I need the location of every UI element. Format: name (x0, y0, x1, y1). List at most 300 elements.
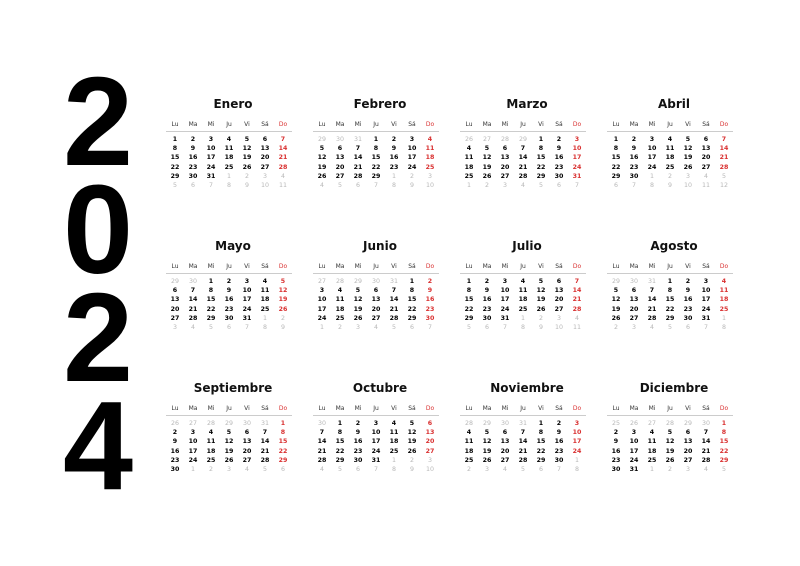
day-cell-adjacent-month: 3 (226, 465, 231, 473)
days-grid (166, 277, 300, 332)
weekday-header: Lu (171, 405, 179, 412)
days-grid (460, 277, 594, 332)
day-cell: 18 (425, 154, 435, 162)
day-cell: 10 (572, 429, 582, 437)
day-cell: 6 (337, 145, 343, 153)
day-cell: 18 (518, 296, 528, 304)
day-cell: 9 (613, 438, 619, 446)
day-cell: 3 (631, 429, 637, 437)
day-cell-adjacent-month: 26 (629, 420, 638, 427)
weekday-header: Vi (685, 121, 691, 128)
day-cell: 8 (373, 145, 379, 153)
day-cell: 20 (500, 163, 510, 171)
day-cell-adjacent-month: 4 (280, 172, 285, 180)
day-cell: 24 (206, 163, 216, 171)
day-cell: 15 (665, 296, 675, 304)
day-cell: 24 (647, 163, 657, 171)
day-cell: 22 (611, 163, 621, 171)
day-cell: 8 (613, 145, 619, 153)
day-cell: 4 (466, 429, 472, 437)
day-cell: 31 (629, 465, 639, 473)
weekday-header: Ju (226, 405, 232, 412)
day-cell: 1 (538, 420, 544, 427)
day-cell-adjacent-month: 3 (427, 456, 432, 464)
day-cell: 12 (353, 296, 363, 304)
day-cell: 20 (170, 305, 180, 313)
day-cell: 14 (518, 438, 528, 446)
day-cell-adjacent-month: 2 (280, 314, 285, 322)
day-cell: 22 (371, 163, 381, 171)
day-cell-adjacent-month: 10 (260, 181, 269, 189)
day-cell: 8 (538, 145, 544, 153)
header-divider (313, 415, 439, 416)
day-cell: 13 (170, 296, 180, 304)
day-cell: 2 (355, 420, 361, 427)
weekday-header: Sá (261, 405, 269, 412)
day-cell: 3 (244, 278, 250, 285)
day-cell-adjacent-month: 11 (701, 181, 710, 189)
day-cell: 1 (280, 420, 286, 427)
month-name: Enero (213, 97, 253, 111)
day-cell: 9 (190, 145, 196, 153)
weekday-header: Ju (667, 405, 673, 412)
day-cell: 8 (280, 429, 286, 437)
day-cell-adjacent-month: 12 (719, 181, 728, 189)
day-cell-adjacent-month: 3 (355, 323, 360, 331)
weekday-header: Ma (629, 263, 639, 270)
day-cell: 17 (242, 296, 252, 304)
day-cell-adjacent-month: 1 (520, 314, 525, 322)
day-cell: 7 (649, 287, 655, 295)
day-cell: 12 (536, 287, 546, 295)
header-divider (460, 415, 586, 416)
day-cell-adjacent-month: 3 (484, 465, 489, 473)
weekday-header: Sá (408, 121, 416, 128)
weekday-header: Ma (335, 121, 345, 128)
day-cell: 14 (188, 296, 198, 304)
weekday-header: Sá (261, 121, 269, 128)
day-cell: 23 (188, 163, 198, 171)
day-cell: 7 (520, 145, 526, 153)
weekday-header: Mi (501, 121, 509, 128)
month-block (313, 92, 447, 234)
day-cell: 13 (260, 145, 270, 153)
day-cell: 1 (208, 278, 214, 285)
day-cell-adjacent-month: 8 (520, 323, 525, 331)
weekday-header: Do (278, 405, 288, 412)
day-cell: 12 (242, 145, 252, 153)
day-cell: 6 (502, 429, 508, 437)
day-cell: 6 (373, 287, 379, 295)
weekday-header-row (166, 120, 300, 130)
day-cell-adjacent-month: 7 (427, 323, 432, 331)
day-cell: 11 (224, 145, 234, 153)
day-cell: 15 (335, 438, 345, 446)
day-cell: 28 (389, 314, 399, 322)
day-cell: 29 (170, 172, 180, 180)
day-cell: 2 (190, 136, 196, 143)
day-cell: 23 (683, 305, 693, 313)
day-cell-adjacent-month: 4 (703, 465, 708, 473)
day-cell: 26 (317, 172, 327, 180)
day-cell: 28 (317, 456, 327, 464)
day-cell: 6 (262, 136, 268, 143)
day-cell: 16 (389, 154, 399, 162)
day-cell: 13 (701, 145, 711, 153)
day-cell: 28 (188, 314, 198, 322)
day-cell: 21 (518, 447, 528, 455)
month-name: Junio (363, 239, 397, 253)
day-cell-adjacent-month: 30 (500, 420, 509, 427)
day-cell: 27 (425, 447, 435, 455)
month-name: Noviembre (490, 381, 564, 395)
day-cell: 21 (701, 447, 711, 455)
weekday-header: Mi (207, 263, 215, 270)
day-cell: 8 (667, 287, 673, 295)
year-digit: 4 (62, 375, 134, 516)
day-cell: 15 (611, 154, 621, 162)
weekday-header: Do (425, 263, 435, 270)
day-cell-adjacent-month: 9 (409, 181, 414, 189)
day-cell: 5 (409, 420, 415, 427)
day-cell: 27 (500, 456, 510, 464)
day-cell: 4 (520, 278, 526, 285)
day-cell-adjacent-month: 2 (337, 323, 342, 331)
day-cell: 29 (536, 456, 546, 464)
month-block (607, 376, 741, 518)
weekday-header: Ju (520, 263, 526, 270)
day-cell: 30 (554, 172, 564, 180)
weekday-header: Mi (354, 263, 362, 270)
month-name: Marzo (506, 97, 548, 111)
day-cell: 24 (188, 456, 198, 464)
day-cell-adjacent-month: 1 (391, 456, 396, 464)
weekday-header: Vi (244, 405, 250, 412)
day-cell-adjacent-month: 2 (244, 172, 249, 180)
day-cell-adjacent-month: 7 (556, 465, 561, 473)
day-cell: 14 (647, 296, 657, 304)
weekday-header-row (460, 120, 594, 130)
day-cell-adjacent-month: 29 (317, 136, 326, 143)
day-cell: 1 (721, 420, 727, 427)
weekday-header: Vi (685, 263, 691, 270)
day-cell: 11 (260, 287, 270, 295)
day-cell: 7 (520, 429, 526, 437)
day-cell-adjacent-month: 8 (721, 323, 726, 331)
day-cell: 30 (683, 314, 693, 322)
day-cell: 13 (371, 296, 381, 304)
day-cell: 12 (611, 296, 621, 304)
weekday-header: Vi (685, 405, 691, 412)
day-cell-adjacent-month: 10 (425, 465, 434, 473)
weekday-header: Ma (482, 405, 492, 412)
day-cell: 11 (464, 154, 474, 162)
day-cell: 21 (353, 163, 363, 171)
day-cell: 26 (224, 456, 234, 464)
month-name: Agosto (650, 239, 698, 253)
day-cell: 18 (719, 296, 729, 304)
day-cell: 10 (629, 438, 639, 446)
day-cell: 21 (260, 447, 270, 455)
day-cell-adjacent-month: 7 (703, 323, 708, 331)
month-name: Julio (512, 239, 542, 253)
header-divider (607, 415, 733, 416)
day-cell-adjacent-month: 30 (629, 278, 638, 285)
day-cell: 17 (407, 154, 417, 162)
day-cell: 27 (170, 314, 180, 322)
day-cell: 30 (353, 456, 363, 464)
day-cell-adjacent-month: 29 (170, 278, 179, 285)
day-cell: 17 (500, 296, 510, 304)
day-cell: 26 (665, 456, 675, 464)
weekday-header: Mi (207, 405, 215, 412)
day-cell: 23 (170, 456, 180, 464)
day-cell-adjacent-month: 9 (667, 181, 672, 189)
day-cell: 23 (353, 447, 363, 455)
weekday-header: Mi (648, 263, 656, 270)
day-cell-adjacent-month: 29 (683, 420, 692, 427)
day-cell: 27 (371, 314, 381, 322)
day-cell: 4 (667, 136, 673, 143)
header-divider (460, 131, 586, 132)
days-grid (607, 419, 741, 474)
day-cell: 15 (407, 296, 417, 304)
day-cell: 2 (391, 136, 397, 143)
day-cell: 21 (389, 305, 399, 313)
day-cell-adjacent-month: 5 (337, 465, 342, 473)
day-cell: 5 (355, 287, 361, 295)
year-number (58, 51, 138, 516)
day-cell: 10 (242, 287, 252, 295)
day-cell-adjacent-month: 26 (170, 420, 179, 427)
day-cell: 24 (317, 314, 327, 322)
day-cell: 29 (536, 172, 546, 180)
day-cell-adjacent-month: 27 (482, 136, 491, 143)
day-cell: 13 (500, 154, 510, 162)
day-cell: 9 (685, 287, 691, 295)
day-cell: 6 (685, 429, 691, 437)
day-cell: 16 (629, 154, 639, 162)
day-cell: 5 (484, 145, 490, 153)
weekday-header: Mi (354, 121, 362, 128)
day-cell: 11 (389, 429, 399, 437)
weekday-header: Vi (538, 405, 544, 412)
day-cell-adjacent-month: 10 (425, 181, 434, 189)
weekday-header: Do (425, 121, 435, 128)
day-cell: 22 (536, 163, 546, 171)
day-cell: 10 (500, 287, 510, 295)
day-cell: 4 (649, 429, 655, 437)
day-cell-adjacent-month: 2 (409, 456, 414, 464)
month-name: Septiembre (193, 381, 273, 395)
day-cell-adjacent-month: 7 (373, 181, 378, 189)
day-cell: 25 (425, 163, 435, 171)
day-cell-adjacent-month: 29 (482, 420, 491, 427)
day-cell: 13 (683, 438, 693, 446)
day-cell-adjacent-month: 6 (685, 323, 690, 331)
weekday-header: Ju (373, 263, 379, 270)
day-cell: 8 (208, 287, 214, 295)
weekday-header-row (313, 404, 447, 414)
day-cell: 15 (536, 438, 546, 446)
day-cell: 22 (170, 163, 180, 171)
day-cell: 8 (409, 287, 415, 295)
day-cell: 28 (518, 172, 528, 180)
weekday-header: Ju (667, 263, 673, 270)
day-cell: 22 (665, 305, 675, 313)
weekday-header: Do (278, 263, 288, 270)
day-cell: 11 (665, 145, 675, 153)
day-cell: 17 (647, 154, 657, 162)
day-cell-adjacent-month: 9 (409, 465, 414, 473)
day-cell: 8 (466, 287, 472, 295)
day-cell: 2 (172, 429, 178, 437)
day-cell-adjacent-month: 25 (611, 420, 620, 427)
day-cell: 18 (224, 154, 234, 162)
weekday-header: Lu (465, 405, 473, 412)
weekday-header-row (460, 262, 594, 272)
weekday-header: Do (719, 405, 729, 412)
day-cell: 31 (242, 314, 252, 322)
day-cell: 18 (260, 296, 270, 304)
day-cell: 30 (188, 172, 198, 180)
day-cell-adjacent-month: 8 (649, 181, 654, 189)
day-cell-adjacent-month: 1 (262, 314, 267, 322)
day-cell: 11 (719, 287, 729, 295)
day-cell: 6 (703, 136, 709, 143)
day-cell: 27 (260, 163, 270, 171)
day-cell: 31 (572, 172, 582, 180)
day-cell: 9 (427, 287, 433, 295)
weekday-header: Ma (335, 263, 345, 270)
day-cell-adjacent-month: 4 (520, 181, 525, 189)
day-cell: 21 (572, 296, 582, 304)
day-cell: 30 (554, 456, 564, 464)
day-cell: 28 (353, 172, 363, 180)
day-cell: 31 (371, 456, 381, 464)
days-grid (460, 135, 594, 190)
day-cell: 20 (701, 154, 711, 162)
day-cell: 31 (206, 172, 216, 180)
day-cell: 9 (556, 145, 562, 153)
day-cell: 7 (703, 429, 709, 437)
day-cell-adjacent-month: 2 (538, 314, 543, 322)
day-cell: 5 (319, 145, 325, 153)
weekday-header: Lu (612, 263, 620, 270)
day-cell-adjacent-month: 30 (317, 420, 326, 427)
day-cell: 29 (407, 314, 417, 322)
day-cell: 13 (629, 296, 639, 304)
day-cell-adjacent-month: 30 (242, 420, 251, 427)
day-cell-adjacent-month: 4 (502, 465, 507, 473)
day-cell-adjacent-month: 5 (667, 323, 672, 331)
day-cell-adjacent-month: 2 (208, 465, 213, 473)
day-cell: 17 (371, 438, 381, 446)
day-cell: 9 (355, 429, 361, 437)
day-cell: 16 (554, 438, 564, 446)
day-cell-adjacent-month: 27 (188, 420, 197, 427)
day-cell: 10 (188, 438, 198, 446)
day-cell-adjacent-month: 4 (574, 314, 579, 322)
day-cell: 24 (500, 305, 510, 313)
day-cell: 7 (262, 429, 268, 437)
day-cell-adjacent-month: 6 (409, 323, 414, 331)
day-cell: 18 (335, 305, 345, 313)
day-cell: 29 (665, 314, 675, 322)
day-cell: 25 (464, 456, 474, 464)
month-name: Octubre (352, 381, 408, 395)
day-cell: 27 (629, 314, 639, 322)
weekday-header: Lu (171, 263, 179, 270)
day-cell: 17 (572, 438, 582, 446)
header-divider (313, 131, 439, 132)
day-cell: 16 (683, 296, 693, 304)
day-cell: 30 (611, 465, 621, 473)
day-cell-adjacent-month: 31 (260, 420, 269, 427)
weekday-header: Vi (391, 121, 397, 128)
day-cell: 2 (631, 136, 637, 143)
day-cell-adjacent-month: 5 (721, 465, 726, 473)
day-cell: 20 (242, 447, 252, 455)
day-cell: 19 (353, 305, 363, 313)
day-cell: 16 (611, 447, 621, 455)
day-cell: 5 (484, 429, 490, 437)
day-cell-adjacent-month: 7 (502, 323, 507, 331)
day-cell-adjacent-month: 28 (206, 420, 215, 427)
day-cell: 20 (260, 154, 270, 162)
day-cell: 23 (224, 305, 234, 313)
weekday-header: Lu (171, 121, 179, 128)
day-cell: 13 (242, 438, 252, 446)
day-cell-adjacent-month: 28 (665, 420, 674, 427)
day-cell: 28 (647, 314, 657, 322)
day-cell-adjacent-month: 28 (335, 278, 344, 285)
day-cell-adjacent-month: 31 (518, 420, 527, 427)
month-name: Diciembre (639, 381, 709, 395)
month-block (166, 376, 300, 518)
day-cell-adjacent-month: 27 (317, 278, 326, 285)
day-cell-adjacent-month: 4 (319, 181, 324, 189)
day-cell: 22 (206, 305, 216, 313)
day-cell-adjacent-month: 5 (721, 172, 726, 180)
day-cell: 11 (425, 145, 435, 153)
month-block (166, 234, 300, 376)
day-cell: 14 (572, 287, 582, 295)
day-cell-adjacent-month: 1 (649, 172, 654, 180)
day-cell-adjacent-month: 26 (464, 136, 473, 143)
day-cell: 25 (518, 305, 528, 313)
day-cell: 18 (206, 447, 216, 455)
day-cell: 3 (574, 420, 580, 427)
day-cell: 2 (613, 429, 619, 437)
day-cell: 10 (317, 296, 327, 304)
day-cell: 25 (260, 305, 270, 313)
day-cell-adjacent-month: 4 (319, 465, 324, 473)
day-cell: 12 (407, 429, 417, 437)
days-grid (460, 419, 594, 474)
weekday-header: Ma (188, 263, 198, 270)
day-cell: 23 (389, 163, 399, 171)
day-cell: 13 (500, 438, 510, 446)
day-cell: 23 (554, 163, 564, 171)
day-cell-adjacent-month: 5 (262, 465, 267, 473)
day-cell: 9 (172, 438, 178, 446)
day-cell: 26 (482, 172, 492, 180)
day-cell: 7 (190, 287, 196, 295)
weekday-header: Ma (482, 263, 492, 270)
day-cell: 17 (206, 154, 216, 162)
day-cell: 15 (170, 154, 180, 162)
